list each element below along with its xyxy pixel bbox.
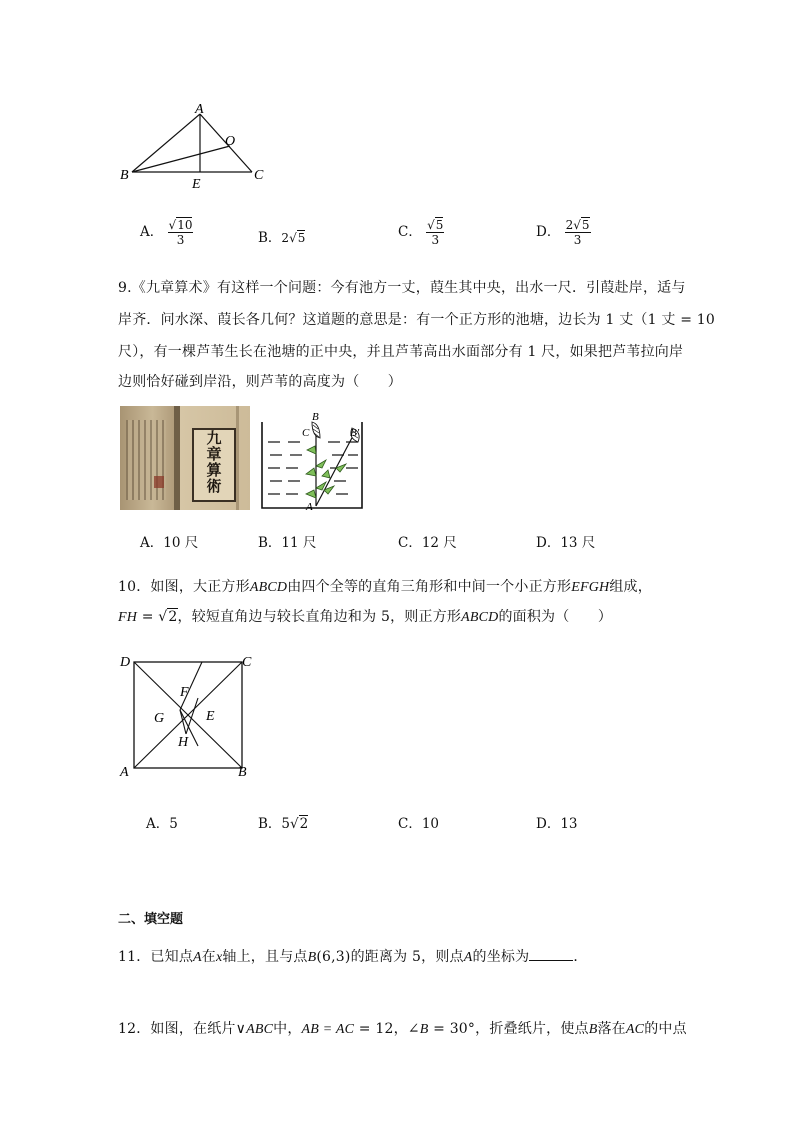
q10-line-2: FH = √2，较短直角边与较长直角边和为 5，则正方形ABCD的面积为（ ） [118,609,613,625]
q9-option-a[interactable]: A．10 尺 [140,535,199,551]
pond-label-b-prime: B′ [350,427,360,439]
label-b: B [120,168,129,183]
label-c: C [254,168,264,183]
q10-line-1: 10．如图，大正方形ABCD由四个全等的直角三角形和中间一个小正方形EFGH组成， [118,579,652,595]
fraction: $\frac{2√5}{3}$ [565,218,590,247]
sq-label-g: G [154,711,165,726]
q9-option-c[interactable]: C．12 尺 [398,535,457,551]
q10-option-b[interactable]: B．5√2 [258,816,309,832]
q9-option-b[interactable]: B．11 尺 [258,535,317,551]
q9-line-4: 边则恰好碰到岸沿，则芦苇的高度为（ ） [118,374,402,390]
sq-label-c: C [242,655,252,670]
q8-option-d[interactable]: D． $\frac{2√5}{3}$ [536,218,590,247]
q8-option-c[interactable]: C． $\frac{√5}{3}$ [398,218,444,247]
answer-blank[interactable] [529,960,573,961]
book-photo [120,406,250,510]
square-figure [114,650,264,780]
sq-label-b: B [238,765,247,780]
q12-line: 12．如图，在纸片∨ABC中，AB = AC = 12，∠B = 30°，折叠纸片，使点B落在AC的中点 [118,1021,687,1037]
label-o: O [225,134,236,149]
triangle-figure [112,100,272,195]
section-title: 二、填空题 [118,912,184,927]
q9-line-2: 岸齐．问水深、葭长各几何？这道题的意思是：有一个正方形的池塘，边长为 1 丈（1 丈 = 10 [118,312,716,328]
q10-option-a[interactable]: A．5 [146,816,178,832]
sq-label-f: F [180,685,189,700]
label-a: A [195,102,204,117]
q9-line-1: 9.《九章算术》有这样一个问题：今有池方一丈，葭生其中央，出水一尺．引葭赴岸，适与 [118,280,686,296]
pond-label-b: B [312,411,319,423]
sq-label-e: E [206,709,215,724]
q8-option-b[interactable]: B．2√5 [258,230,306,246]
q8-option-a[interactable]: A． $\frac{√10}{3}$ [140,218,193,247]
pond-figure [258,410,368,512]
fraction: $\frac{√10}{3}$ [168,218,193,247]
sq-label-h: H [178,735,189,750]
sq-label-d: D [120,655,131,670]
q11-line: 11．已知点A在x轴上，且与点B(6,3)的距离为 5，则点A的坐标为 ． [118,949,588,965]
label-e: E [192,177,201,192]
q10-option-c[interactable]: C．10 [398,816,440,832]
book-title: 九 章 算 術 [206,429,222,495]
pond-label-c: C [302,427,310,439]
q9-option-d[interactable]: D．13 尺 [536,535,596,551]
q9-line-3: 尺），有一棵芦苇生长在池塘的正中央，并且芦苇高出水面部分有 1 尺，如果把芦苇拉向岸 [118,344,684,360]
q10-option-d[interactable]: D．13 [536,816,578,832]
fraction: $\frac{√5}{3}$ [427,218,444,247]
pond-label-a: A [306,501,313,512]
sq-label-a: A [120,765,129,780]
